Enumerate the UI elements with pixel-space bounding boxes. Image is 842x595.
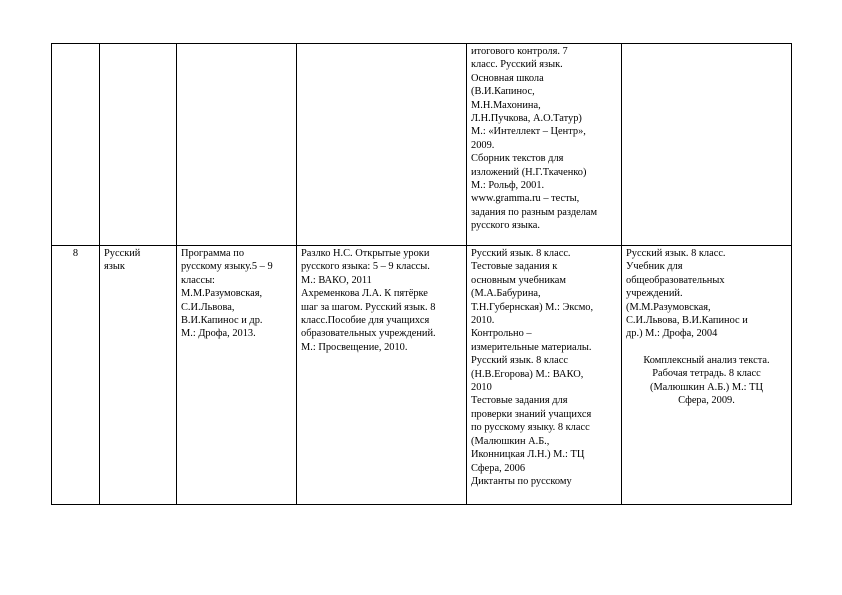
text-line: М.М.Разумовская, <box>181 288 263 300</box>
resources-table <box>51 43 792 505</box>
cell-control-materials <box>467 246 622 505</box>
text-line: задания по разным разделам <box>471 206 598 218</box>
cell-text <box>471 247 617 488</box>
text-line: М.: Рольф, 2001. <box>471 180 545 192</box>
cell-text <box>301 247 462 354</box>
cell-student-materials <box>622 246 792 505</box>
text-line: Диктанты по русскому <box>471 475 572 487</box>
text-line: Л.Н.Пучкова, А.О.Татур) <box>471 113 582 125</box>
text-line: В.И.Капинос и др. <box>181 315 263 327</box>
text-line: русского языка. <box>471 220 540 232</box>
text-line: 2010. <box>471 315 495 327</box>
text-line: основным учебникам <box>471 274 566 286</box>
text-line: Русский язык. 8 класс. <box>471 248 571 259</box>
text-line: (Н.В.Егорова) М.: ВАКО, <box>471 368 584 380</box>
text-line: Учебник для <box>626 261 683 273</box>
text-line: Сфера, 2006 <box>471 462 526 474</box>
text-line: Рабочая тетрадь. 8 класс <box>652 368 761 380</box>
text-line: (В.И.Капинос, <box>471 86 535 98</box>
text-line: С.И.Львова, <box>181 301 235 313</box>
text-line: Комплексный анализ текста. <box>643 354 770 366</box>
text-line: Разлко Н.С. Открытые уроки <box>301 248 430 259</box>
text-line: М.: «Интеллект – Центр», <box>471 126 586 138</box>
text-line: М.: Дрофа, 2013. <box>181 328 256 340</box>
cell-methodical <box>297 44 467 246</box>
text-line: (М.М.Разумовская, <box>626 301 711 313</box>
cell-subject <box>100 44 177 246</box>
cell-number <box>52 246 100 505</box>
cell-subject <box>100 246 177 505</box>
text-line: Русский <box>104 248 141 259</box>
text-line: Контрольно – <box>471 328 532 340</box>
text-line: шаг за шагом. Русский язык. 8 <box>301 301 436 313</box>
text-line: по русскому языку. 8 класс <box>471 422 590 434</box>
row-number: 8 <box>72 248 79 259</box>
cell-program <box>177 44 297 246</box>
text-line: (Малюшкин А.Б.) М.: ТЦ <box>649 381 763 393</box>
cell-program <box>177 246 297 505</box>
text-line: Ахременкова Л.А. К пятёрке <box>301 288 428 300</box>
text-line: русскому языку.5 – 9 <box>181 261 273 273</box>
cell-text <box>626 354 787 408</box>
text-line: М.: ВАКО, 2011 <box>301 274 372 286</box>
text-line: итогового контроля. 7 <box>471 46 568 57</box>
text-line: М.: Просвещение, 2010. <box>301 341 408 353</box>
text-line: проверки знаний учащихся <box>471 408 592 420</box>
text-line: Русский язык. 8 класс. <box>626 248 726 259</box>
text-line: учреждений. <box>626 288 683 300</box>
cell-text <box>471 45 617 233</box>
text-line: изложений (Н.Г.Ткаченко) <box>471 166 587 178</box>
text-line: www.gramma.ru – тесты, <box>471 193 580 205</box>
text-line: С.И.Львова, В.И.Капинос и <box>626 315 748 327</box>
cell-student-materials <box>622 44 792 246</box>
cell-control-materials <box>467 44 622 246</box>
cell-text <box>626 247 787 341</box>
cell-text <box>181 247 292 341</box>
text-line: Сборник текстов для <box>471 153 564 165</box>
text-line: классы: <box>181 274 215 286</box>
text-line: Основная школа <box>471 72 544 84</box>
text-line: М.Н.Махонина, <box>471 99 541 111</box>
text-line: измерительные материалы. <box>471 341 592 353</box>
text-line: Русский язык. 8 класс <box>471 355 568 367</box>
table-row <box>52 44 792 246</box>
text-line: Тестовые задания к <box>471 261 558 273</box>
text-line: Программа по <box>181 248 245 259</box>
cell-text <box>104 247 172 274</box>
text-line: (Малюшкин А.Б., <box>471 435 550 447</box>
cell-methodical <box>297 246 467 505</box>
text-line: общеобразовательных <box>626 274 725 286</box>
text-line: Тестовые задания для <box>471 395 568 407</box>
text-line: Сфера, 2009. <box>678 395 735 407</box>
text-line: Т.Н.Губернская) М.: Эксмо, <box>471 301 594 313</box>
text-line: 2010 <box>471 382 492 394</box>
text-line: Иконницкая Л.Н.) М.: ТЦ <box>471 449 585 461</box>
text-line: русского языка: 5 – 9 классы. <box>301 261 430 273</box>
text-line: др.) М.: Дрофа, 2004 <box>626 328 718 340</box>
text-line: язык <box>104 261 125 273</box>
text-line: (М.А.Бабурина, <box>471 288 541 300</box>
table-row <box>52 246 792 505</box>
text-line: класс.Пособие для учащихся <box>301 315 430 327</box>
spacer <box>626 341 787 354</box>
text-line: класс. Русский язык. <box>471 59 563 71</box>
text-line: 2009. <box>471 139 495 151</box>
text-line: образовательных учреждений. <box>301 328 436 340</box>
cell-number <box>52 44 100 246</box>
